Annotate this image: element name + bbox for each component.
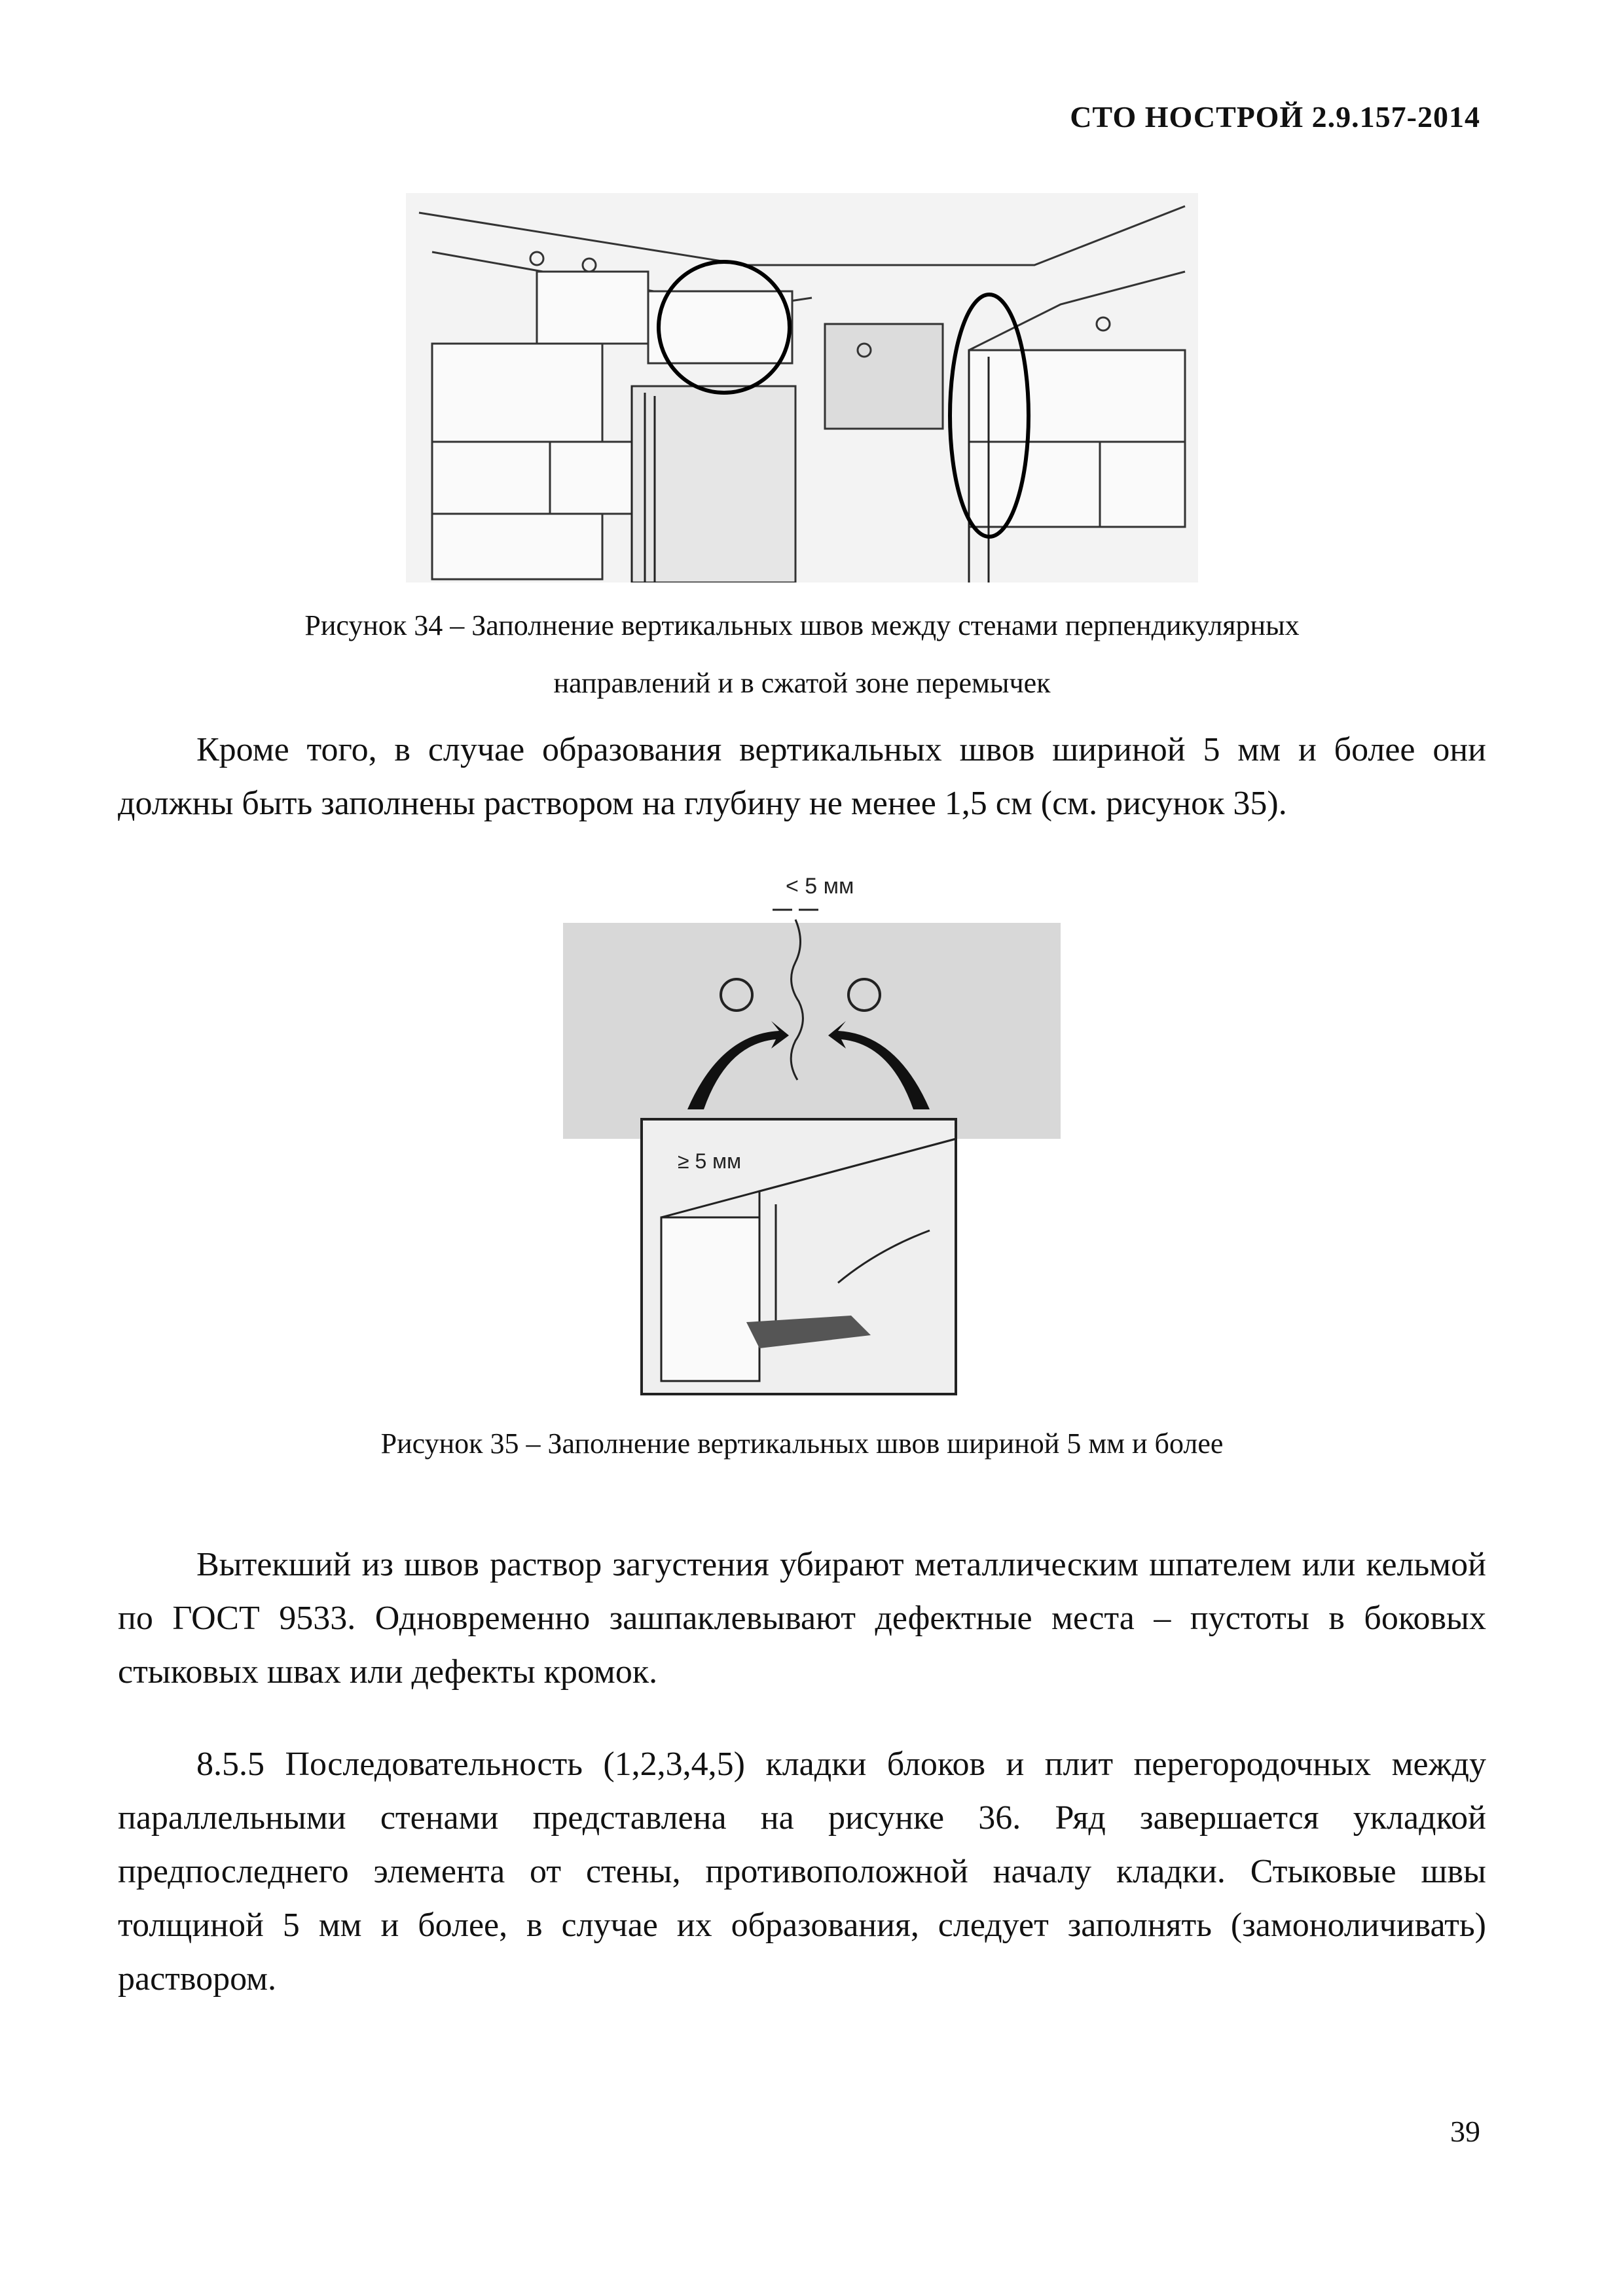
- paragraph-3-text: 8.5.5 Последовательность (1,2,3,4,5) кладки блоков и плит перегородочных между параллельными стенами представлена на рисунке 36. Ряд завершается укладкой предпоследнего элемента от стены, противоположной началу кладки. Стыковые швы толщиной 5 мм и более, в случае их образования, следует заполнять (замоноличивать) раствором.: [118, 1746, 1486, 1998]
- paragraph-2: [118, 1538, 1486, 1699]
- figure-34-caption-line2: направлений и в сжатой зоне перемычек: [553, 667, 1051, 699]
- paragraph-1: [118, 723, 1486, 831]
- figure-35-label-inset: ≥ 5 мм: [678, 1149, 742, 1173]
- paragraph-2-text: Вытекший из швов раствор загустения убирают металлическим шпателем или кельмой по ГОСТ 9533. Одновременно зашпаклевывают дефектные места – пустоты в боковых стыковых швах или дефекты кромок.: [118, 1546, 1486, 1691]
- figure-35-caption: Рисунок 35 – Заполнение вертикальных швов шириной 5 мм и более: [380, 1427, 1224, 1460]
- document-code-header: СТО НОСТРОЙ 2.9.157-2014: [1070, 100, 1480, 134]
- paragraph-3: [118, 1738, 1486, 2006]
- figure-35-label-top: < 5 мм: [786, 874, 854, 899]
- figure-34-illustration: [406, 193, 1198, 583]
- figure-34-caption-line1: Рисунок 34 – Заполнение вертикальных швов между стенами перпендикулярных: [304, 609, 1300, 641]
- page-number: 39: [1450, 2115, 1480, 2148]
- paragraph-1-text: Кроме того, в случае образования вертикальных швов шириной 5 мм и более они должны быть заполнены раствором на глубину не менее 1,5 см (см. рисунок 35).: [118, 731, 1486, 822]
- figure-35-illustration: [563, 864, 1061, 1397]
